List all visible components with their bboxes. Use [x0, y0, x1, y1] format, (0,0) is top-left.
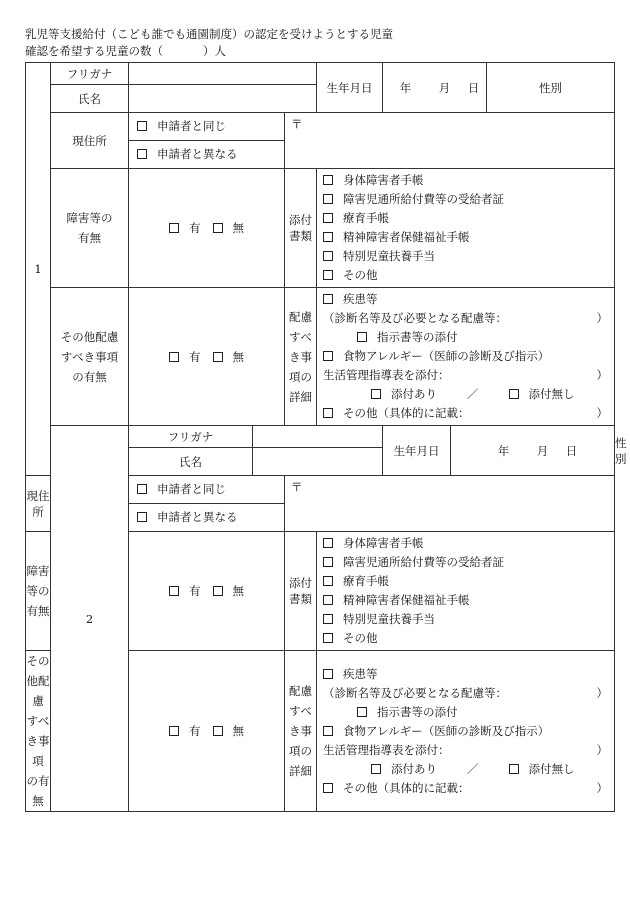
doc-item[interactable]: 身体障害者手帳	[323, 171, 608, 190]
consideration-detail-label: 配慮すべ き事項の 詳細	[285, 651, 317, 812]
child2-diff-from-applicant[interactable]: 申請者と異なる	[129, 504, 284, 531]
child1-diff-from-applicant[interactable]: 申請者と異なる	[129, 141, 284, 168]
child1-doc-list	[317, 169, 615, 288]
child1-same-as-applicant[interactable]: 申請者と同じ	[129, 113, 284, 141]
child2-disability-yesno: 有 無	[129, 532, 285, 651]
doc-item[interactable]: 障害児通所給付費等の受給者証	[323, 190, 608, 209]
instruction-doc-option[interactable]: 指示書等の添付	[323, 328, 458, 347]
address-label: 現住所	[26, 476, 51, 532]
child2-same-as-applicant[interactable]: 申請者と同じ	[129, 476, 284, 504]
checkbox-icon[interactable]	[371, 389, 381, 399]
checkbox-icon[interactable]	[137, 512, 147, 522]
checkbox-icon[interactable]	[323, 595, 333, 605]
checkbox-icon[interactable]	[213, 223, 223, 233]
doc-item[interactable]: その他	[323, 629, 608, 648]
form-header	[25, 26, 393, 60]
child1-disability-yesno: 有 無	[129, 169, 285, 288]
child2-consideration-detail: 疾患等 （診断名等及び必要となる配慮等： ） 指示書等の添付 食物アレルギー（医師の診断及び指示） 生活管理指導表を添付： ） 添付あり ／ 添付無し その他（具体的に記載： ）	[317, 651, 615, 812]
doc-item[interactable]: 療育手帳	[323, 572, 608, 591]
checkbox-icon[interactable]	[371, 764, 381, 774]
disease-option[interactable]: 疾患等	[323, 290, 378, 309]
disability-label: 障害等の 有無	[51, 169, 129, 288]
checkbox-icon[interactable]	[169, 223, 179, 233]
checkbox-icon[interactable]	[509, 764, 519, 774]
child1-address-field[interactable]	[285, 113, 615, 169]
disease-option[interactable]: 疾患等	[323, 665, 378, 684]
checkbox-icon[interactable]	[323, 783, 333, 793]
checkbox-icon[interactable]	[137, 149, 147, 159]
child-count-line: 確認を希望する児童の数（ ）人	[25, 44, 226, 58]
other-consideration-label: その他配慮 すべき事項 の有無	[26, 651, 51, 812]
address-label: 現住所	[51, 113, 129, 169]
child1-consideration-yesno: 有 無	[129, 288, 285, 426]
checkbox-icon[interactable]	[323, 538, 333, 548]
consideration-detail-label: 配慮すべ き事項の 詳細	[285, 288, 317, 426]
doc-item[interactable]: 精神障害者保健福祉手帳	[323, 591, 608, 610]
other-detail-option[interactable]: その他（具体的に記載：	[323, 404, 470, 423]
child1-consideration-detail: 疾患等 （診断名等及び必要となる配慮等： ） 指示書等の添付 食物アレルギー（医師の診断及び指示） 生活管理指導表を添付： ） 添付あり ／ 添付無し その他（具体的に記載： ）	[317, 288, 615, 426]
postal-mark: 〒	[291, 480, 303, 494]
checkbox-icon[interactable]	[323, 175, 333, 185]
checkbox-icon[interactable]	[357, 707, 367, 717]
checkbox-icon[interactable]	[323, 251, 333, 261]
instruction-doc-option[interactable]: 指示書等の添付	[323, 703, 458, 722]
child1-address-row	[26, 113, 615, 169]
checkbox-icon[interactable]	[213, 726, 223, 736]
child1-furigana-field[interactable]	[129, 63, 317, 85]
doc-item[interactable]: 障害児通所給付費等の受給者証	[323, 553, 608, 572]
doc-item[interactable]: 身体障害者手帳	[323, 534, 608, 553]
child2-doc-list	[317, 532, 615, 651]
allergy-option[interactable]: 食物アレルギー（医師の診断及び指示）	[323, 722, 549, 741]
checkbox-icon[interactable]	[213, 352, 223, 362]
other-detail-option[interactable]: その他（具体的に記載：	[323, 779, 470, 798]
name-label: 氏名	[129, 448, 253, 476]
child2-number: 2	[51, 426, 129, 812]
children-table	[25, 62, 627, 812]
disability-label: 障害等の 有無	[26, 532, 51, 651]
child2-dob-field[interactable]: 年 月 日	[451, 426, 615, 476]
allergy-option[interactable]: 食物アレルギー（医師の診断及び指示）	[323, 347, 549, 366]
other-consideration-label: その他配慮 すべき事項 の有無	[51, 288, 129, 426]
doc-item[interactable]: その他	[323, 266, 608, 285]
checkbox-icon[interactable]	[323, 351, 333, 361]
doc-item[interactable]: 療育手帳	[323, 209, 608, 228]
checkbox-icon[interactable]	[323, 270, 333, 280]
checkbox-icon[interactable]	[213, 586, 223, 596]
doc-item[interactable]: 特別児童扶養手当	[323, 610, 608, 629]
checkbox-icon[interactable]	[323, 408, 333, 418]
postal-mark: 〒	[291, 117, 303, 131]
header-title: 乳児等支援給付（こども誰でも通園制度）の認定を受けようとする児童	[25, 27, 393, 41]
furigana-label: フリガナ	[129, 426, 253, 448]
child1-disability-row	[26, 169, 615, 288]
doc-item[interactable]: 特別児童扶養手当	[323, 247, 608, 266]
child2-consideration-yesno: 有 無	[129, 651, 285, 812]
child2-furigana-field[interactable]	[253, 426, 383, 448]
dob-label: 生年月日	[383, 426, 451, 476]
sex-label: 性別	[487, 63, 615, 113]
dob-label: 生年月日	[317, 63, 383, 113]
name-label: 氏名	[51, 85, 129, 113]
child1-name-field[interactable]	[129, 85, 317, 113]
child2-name-field[interactable]	[253, 448, 383, 476]
checkbox-icon[interactable]	[357, 332, 367, 342]
checkbox-icon[interactable]	[137, 121, 147, 131]
child1-number: 1	[26, 63, 51, 476]
checkbox-icon[interactable]	[137, 484, 147, 494]
checkbox-icon[interactable]	[323, 669, 333, 679]
checkbox-icon[interactable]	[323, 614, 333, 624]
child1-dob-field[interactable]: 年 月 日	[383, 63, 487, 113]
child1-consideration-row	[26, 288, 615, 426]
checkbox-icon[interactable]	[323, 576, 333, 586]
checkbox-icon[interactable]	[323, 633, 333, 643]
child2-furigana-row: 2 フリガナ 生年月日 年 月 日 性別	[26, 426, 615, 448]
child2-address-field[interactable]	[285, 476, 615, 532]
checkbox-icon[interactable]	[169, 352, 179, 362]
child1-furigana-row	[26, 63, 615, 85]
checkbox-icon[interactable]	[323, 726, 333, 736]
checkbox-icon[interactable]	[323, 213, 333, 223]
checkbox-icon[interactable]	[169, 586, 179, 596]
attach-docs-label: 添付書類	[285, 532, 317, 651]
doc-item[interactable]: 精神障害者保健福祉手帳	[323, 228, 608, 247]
checkbox-icon[interactable]	[323, 557, 333, 567]
checkbox-icon[interactable]	[169, 726, 179, 736]
furigana-label: フリガナ	[51, 63, 129, 85]
checkbox-icon[interactable]	[323, 294, 333, 304]
checkbox-icon[interactable]	[509, 389, 519, 399]
checkbox-icon[interactable]	[323, 232, 333, 242]
attach-docs-label: 添付書類	[285, 169, 317, 288]
checkbox-icon[interactable]	[323, 194, 333, 204]
